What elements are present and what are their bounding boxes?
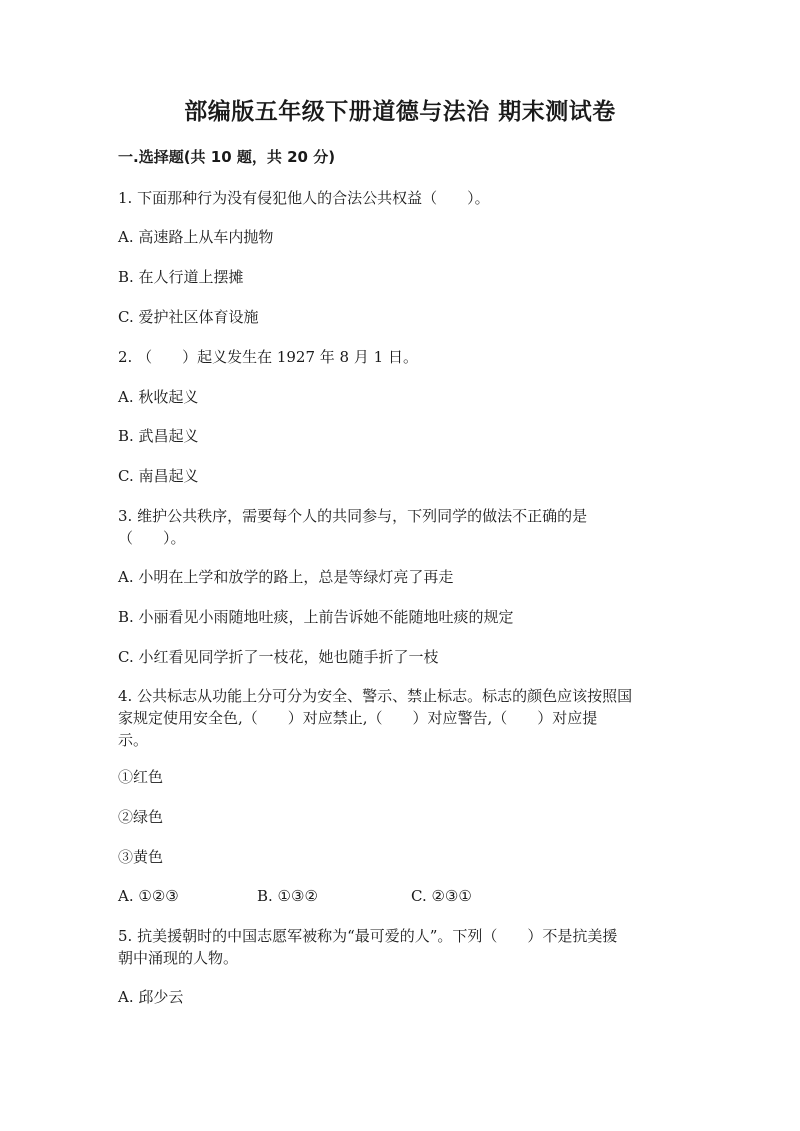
question-4-item-3: ③黄色 [118, 848, 164, 866]
question-3-stem-line-2: （ ）。 [118, 529, 186, 547]
question-2-option-b: B. 武昌起义 [118, 427, 199, 445]
question-5-stem-line-2: 朝中涌现的人物。 [118, 949, 239, 967]
question-4-option-b: B. ①③② [257, 887, 318, 905]
question-1-option-a: A. 高速路上从车内抛物 [118, 228, 274, 246]
question-4-option-c: C. ②③① [411, 887, 472, 905]
question-4-stem-line-2: 家规定使用安全色,（ ）对应禁止,（ ）对应警告,（ ）对应提 [118, 709, 598, 727]
question-4-stem-line-1: 4. 公共标志从功能上分可分为安全、警示、禁止标志。标志的颜色应该按照国 [118, 687, 633, 705]
question-5-option-a: A. 邱少云 [118, 988, 184, 1006]
question-4-item-1: ①红色 [118, 768, 164, 786]
question-1-stem: 1. 下面那种行为没有侵犯他人的合法公共权益（ ）。 [118, 189, 490, 207]
question-4-item-2: ②绿色 [118, 808, 164, 826]
question-3-option-b: B. 小丽看见小雨随地吐痰，上前告诉她不能随地吐痰的规定 [118, 608, 514, 626]
question-4-option-a: A. ①②③ [118, 887, 179, 905]
question-1-option-c: C. 爱护社区体育设施 [118, 308, 259, 326]
question-4-stem-line-3: 示。 [118, 731, 149, 749]
question-3-stem-line-1: 3. 维护公共秩序，需要每个人的共同参与，下列同学的做法不正确的是 [118, 507, 588, 525]
question-2-stem: 2. （ ）起义发生在 1927 年 8 月 1 日。 [118, 348, 418, 366]
question-1-option-b: B. 在人行道上摆摊 [118, 268, 244, 286]
question-3-option-a: A. 小明在上学和放学的路上，总是等绿灯亮了再走 [118, 568, 454, 586]
question-5-stem-line-1: 5. 抗美援朝时的中国志愿军被称为“最可爱的人”。下列（ ）不是抗美援 [118, 927, 618, 945]
question-2-option-c: C. 南昌起义 [118, 467, 199, 485]
question-4-options [118, 885, 678, 907]
question-3-option-c: C. 小红看见同学折了一枝花，她也随手折了一枝 [118, 648, 439, 666]
page-title: 部编版五年级下册道德与法治 期末测试卷 [184, 99, 616, 125]
section-heading: 一.选择题(共 10 题，共 20 分) [118, 148, 336, 166]
question-2-option-a: A. 秋收起义 [118, 388, 199, 406]
